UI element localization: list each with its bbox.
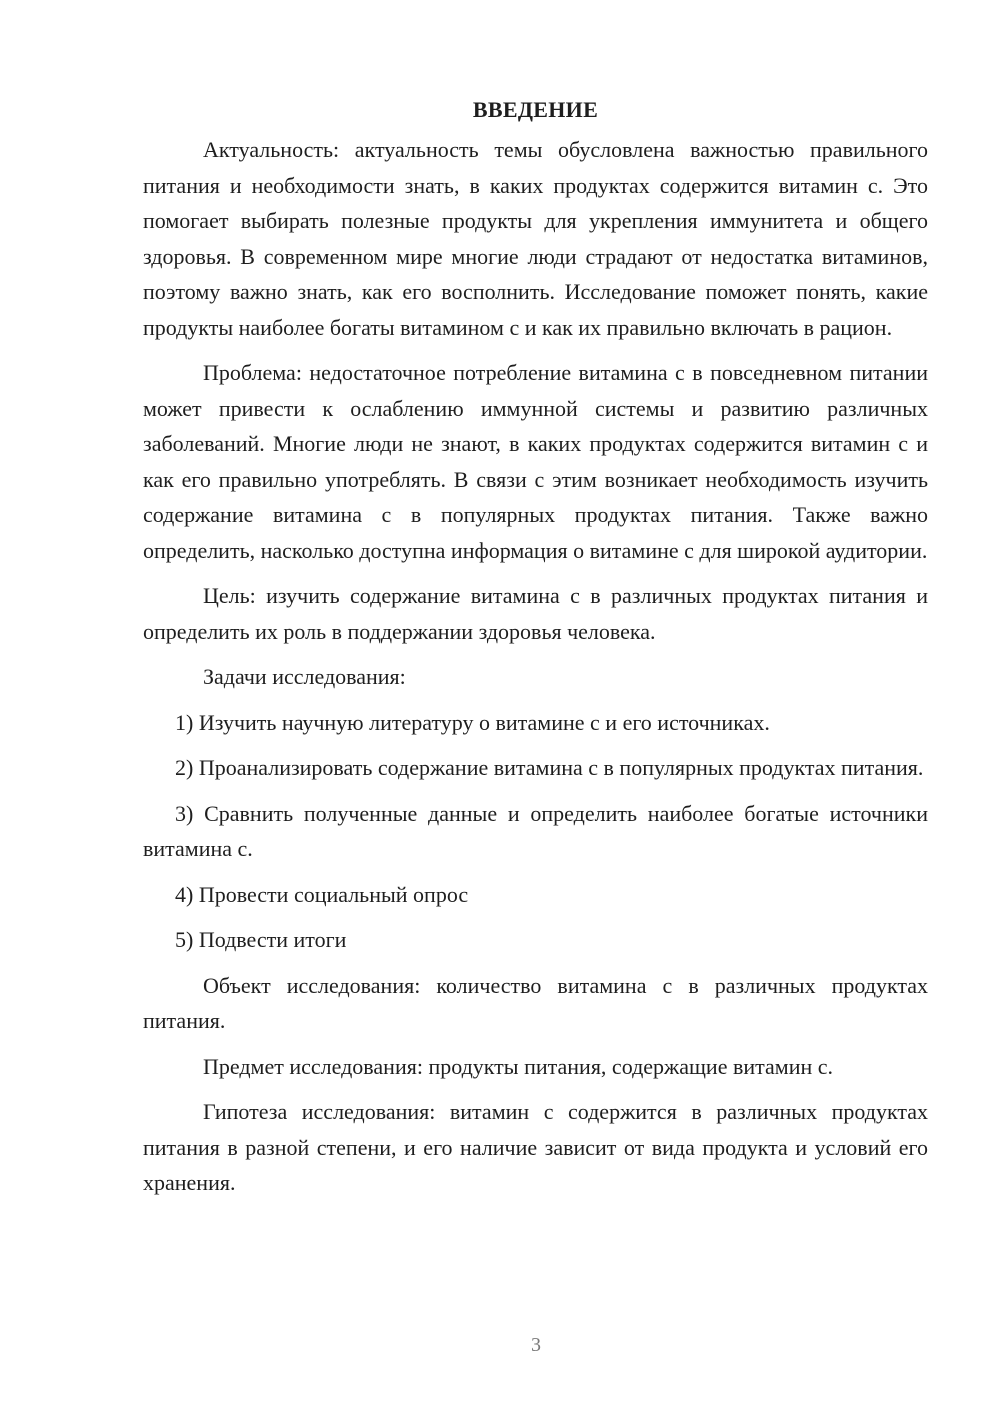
subject-paragraph: Предмет исследования: продукты питания, содержащие витамин с. — [203, 1053, 834, 1079]
section-title: ВВЕДЕНИЕ — [472, 97, 599, 122]
tasks-heading: Задачи исследования: — [203, 664, 406, 689]
task-item-4: 4) Провести социальный опрос — [175, 881, 469, 907]
goal-paragraph: Цель: изучить содержание витамина с в различных продуктах питания и определить их роль в поддержании здоровья человека. — [143, 583, 928, 644]
task-item-5: 5) Подвести итоги — [175, 927, 347, 952]
hypothesis-paragraph: Гипотеза исследования: витамин с содержится в различных продуктах питания в разной степени, и его наличие зависит от вида продукта и условий его хранения. — [143, 1099, 928, 1195]
task-item-1: 1) Изучить научную литературу о витамине с и его источниках. — [175, 709, 770, 735]
problem-paragraph: Проблема: недостаточное потребление витамина с в повседневном питании может привести к ослаблению иммунной системы и развитию различных заболеваний. Многие люди не знают, в каких продуктах содержится витамин с и как его правильно употреблять. В связи с этим возникает необходимость изучить содержание витамина с в популярных продуктах питания. Также важно определить, насколько доступна информация о витамине с для широкой аудитории. — [143, 360, 928, 563]
page-number: 3 — [531, 1334, 541, 1356]
task-item-2: 2) Проанализировать содержание витамина с в популярных продуктах питания. — [175, 755, 924, 780]
task-item-3: 3) Сравнить полученные данные и определить наиболее богатые источники витамина с. — [143, 800, 928, 861]
object-paragraph: Объект исследования: количество витамина с в различных продуктах питания. — [143, 972, 928, 1033]
relevance-paragraph: Актуальность: актуальность темы обусловлена важностью правильного питания и необходимости знать, в каких продуктах содержится витамин с. Это помогает выбирать полезные продукты для укрепления иммунитета и общего здоровья. В современном мире многие люди страдают от недостатка витаминов, поэтому важно знать, как его восполнить. Исследование поможет понять, какие продукты наиболее богаты витамином с и как их правильно включать в рацион. — [143, 137, 928, 340]
document-page — [143, 92, 928, 1201]
